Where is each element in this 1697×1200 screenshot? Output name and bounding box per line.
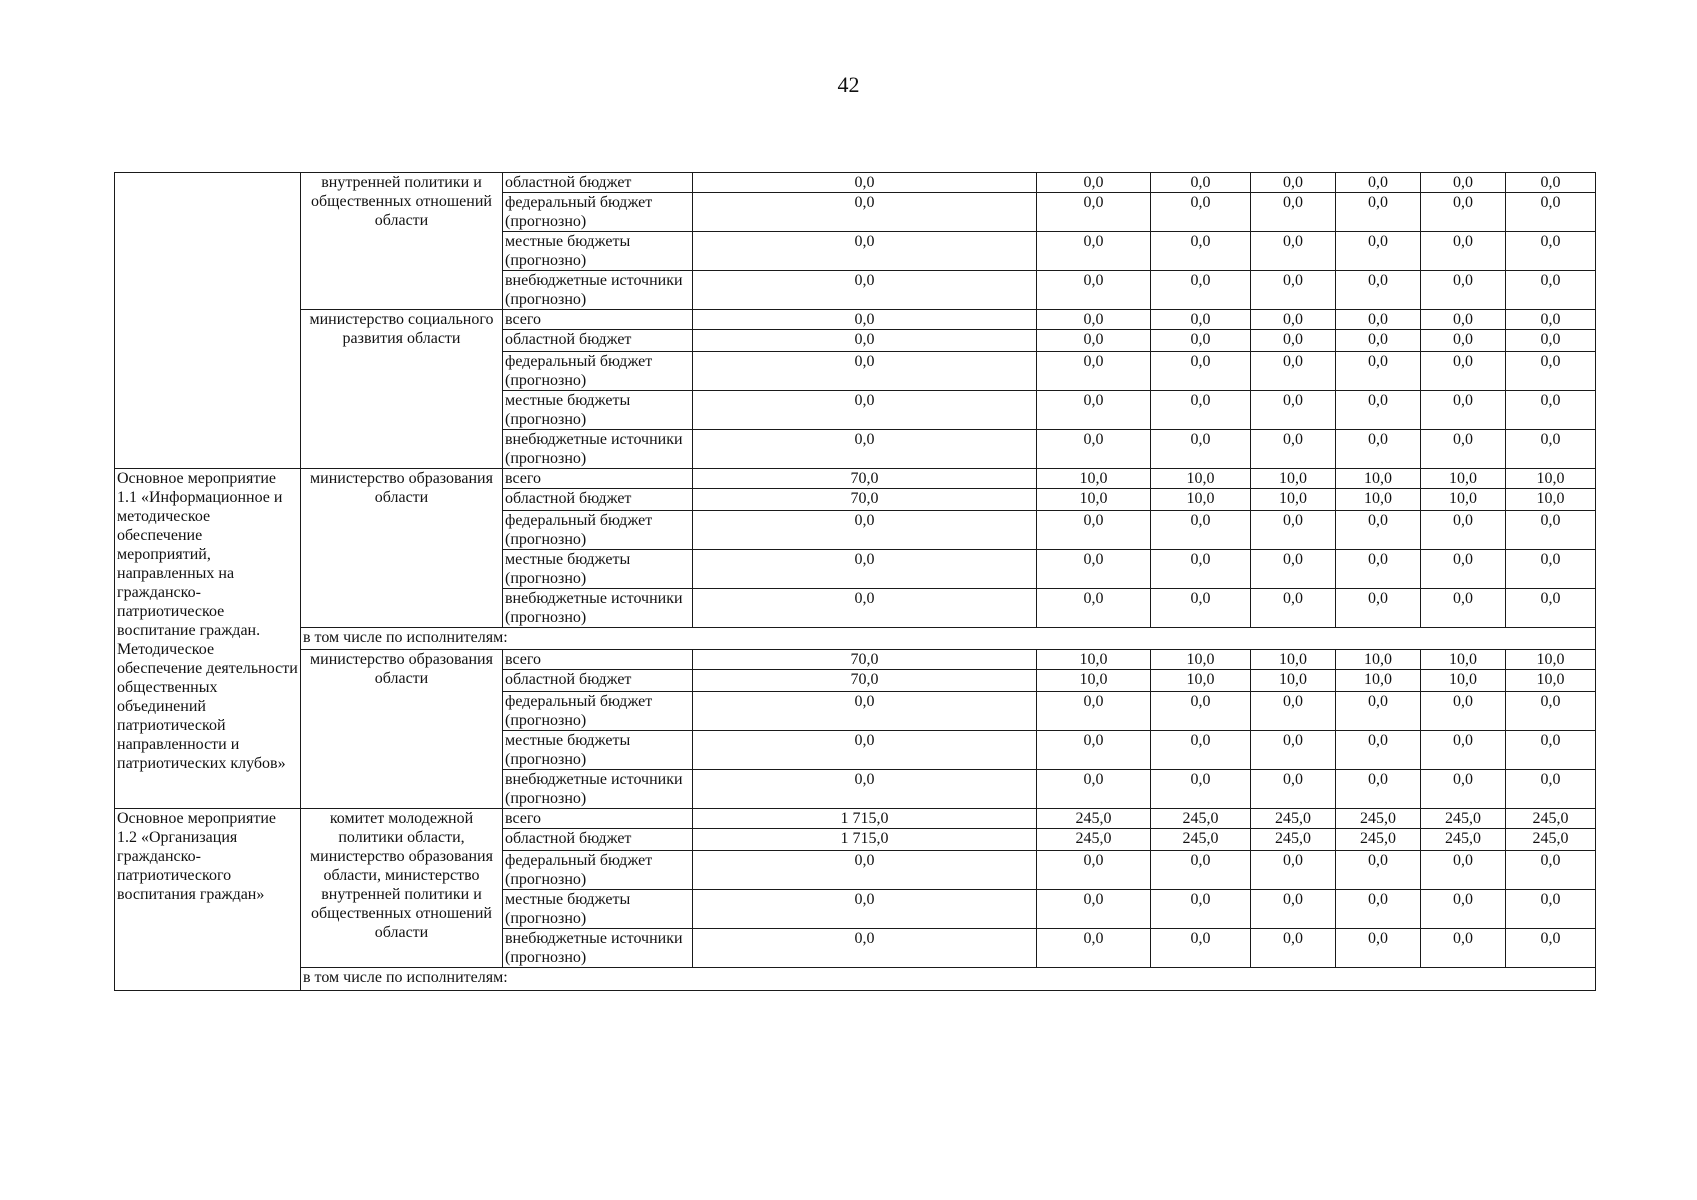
executor-cell: комитет молодежной политики области, министерство образования области, министерство внутренней политики и общественных отношений области <box>301 809 503 968</box>
value-cell: 70,0 <box>693 469 1037 489</box>
value-cell: 245,0 <box>1151 809 1251 829</box>
executors-subheader: в том числе по исполнителям: <box>301 968 1596 991</box>
value-cell: 0,0 <box>1421 851 1506 890</box>
value-cell: 10,0 <box>1151 489 1251 511</box>
value-cell: 0,0 <box>1421 511 1506 550</box>
value-cell: 0,0 <box>693 731 1037 770</box>
value-cell: 0,0 <box>1037 352 1151 391</box>
value-cell: 0,0 <box>1151 692 1251 731</box>
value-cell: 0,0 <box>1151 391 1251 430</box>
funding-source-cell: всего <box>503 809 693 829</box>
value-cell: 0,0 <box>1336 193 1421 232</box>
value-cell: 0,0 <box>1037 310 1151 330</box>
value-cell: 0,0 <box>1421 310 1506 330</box>
value-cell: 10,0 <box>1506 469 1596 489</box>
value-cell: 0,0 <box>1506 430 1596 469</box>
value-cell: 0,0 <box>1151 511 1251 550</box>
funding-source-cell: внебюджетные источники (прогнозно) <box>503 770 693 809</box>
value-cell: 0,0 <box>1336 271 1421 310</box>
value-cell: 245,0 <box>1421 809 1506 829</box>
value-cell: 0,0 <box>1251 430 1336 469</box>
value-cell: 0,0 <box>693 330 1037 352</box>
activity-cell: Основное мероприятие 1.1 «Информационное и методическое обеспечение мероприятий, направленных на гражданско-патриотическое воспитание граждан. Методическое обеспечение деятельности общественных объединений патриотической направленности и патриотических клубов» <box>115 469 301 809</box>
value-cell: 10,0 <box>1251 469 1336 489</box>
value-cell: 10,0 <box>1336 650 1421 670</box>
subheader-row <box>115 628 1596 650</box>
value-cell: 10,0 <box>1037 650 1151 670</box>
funding-source-cell: всего <box>503 310 693 330</box>
value-cell: 0,0 <box>693 430 1037 469</box>
value-cell: 0,0 <box>1037 731 1151 770</box>
value-cell: 10,0 <box>1506 489 1596 511</box>
value-cell: 0,0 <box>1421 173 1506 193</box>
funding-source-cell: федеральный бюджет (прогнозно) <box>503 851 693 890</box>
value-cell: 245,0 <box>1151 829 1251 851</box>
funding-source-cell: местные бюджеты (прогнозно) <box>503 731 693 770</box>
value-cell: 0,0 <box>1037 391 1151 430</box>
value-cell: 0,0 <box>1037 271 1151 310</box>
value-cell: 0,0 <box>693 589 1037 628</box>
value-cell: 0,0 <box>1336 352 1421 391</box>
value-cell: 10,0 <box>1037 469 1151 489</box>
value-cell: 0,0 <box>1251 511 1336 550</box>
funding-source-cell: федеральный бюджет (прогнозно) <box>503 511 693 550</box>
value-cell: 1 715,0 <box>693 809 1037 829</box>
value-cell: 0,0 <box>1506 271 1596 310</box>
value-cell: 0,0 <box>1251 310 1336 330</box>
funding-source-cell: местные бюджеты (прогнозно) <box>503 391 693 430</box>
funding-source-cell: внебюджетные источники (прогнозно) <box>503 271 693 310</box>
value-cell: 0,0 <box>1506 770 1596 809</box>
value-cell: 10,0 <box>1037 670 1151 692</box>
value-cell: 0,0 <box>693 550 1037 589</box>
value-cell: 0,0 <box>1421 929 1506 968</box>
value-cell: 0,0 <box>1421 352 1506 391</box>
value-cell: 0,0 <box>1506 890 1596 929</box>
value-cell: 0,0 <box>1037 430 1151 469</box>
value-cell: 0,0 <box>1151 731 1251 770</box>
value-cell: 0,0 <box>1506 692 1596 731</box>
value-cell: 0,0 <box>693 511 1037 550</box>
subheader-row <box>115 968 1596 991</box>
value-cell: 0,0 <box>1251 550 1336 589</box>
funding-source-cell: областной бюджет <box>503 489 693 511</box>
value-cell: 0,0 <box>1037 193 1151 232</box>
budget-table <box>114 172 1596 991</box>
value-cell: 0,0 <box>1151 770 1251 809</box>
value-cell: 0,0 <box>1037 770 1151 809</box>
table-row <box>115 469 1596 489</box>
value-cell: 0,0 <box>1336 929 1421 968</box>
value-cell: 0,0 <box>1251 232 1336 271</box>
value-cell: 0,0 <box>1151 330 1251 352</box>
value-cell: 0,0 <box>1336 550 1421 589</box>
value-cell: 70,0 <box>693 650 1037 670</box>
value-cell: 0,0 <box>1506 310 1596 330</box>
value-cell: 0,0 <box>1506 193 1596 232</box>
value-cell: 0,0 <box>1251 271 1336 310</box>
value-cell: 245,0 <box>1336 809 1421 829</box>
value-cell: 0,0 <box>1151 890 1251 929</box>
activity-cell: Основное мероприятие 1.2 «Организация гражданско-патриотического воспитания граждан» <box>115 809 301 991</box>
value-cell: 0,0 <box>1506 589 1596 628</box>
value-cell: 0,0 <box>1151 929 1251 968</box>
value-cell: 0,0 <box>1151 271 1251 310</box>
value-cell: 10,0 <box>1421 650 1506 670</box>
value-cell: 0,0 <box>1421 430 1506 469</box>
value-cell: 0,0 <box>1336 232 1421 271</box>
value-cell: 0,0 <box>1037 330 1151 352</box>
funding-source-cell: областной бюджет <box>503 829 693 851</box>
value-cell: 10,0 <box>1151 469 1251 489</box>
value-cell: 10,0 <box>1336 469 1421 489</box>
value-cell: 10,0 <box>1421 469 1506 489</box>
value-cell: 10,0 <box>1421 489 1506 511</box>
executor-cell: министерство социального развития области <box>301 310 503 469</box>
value-cell: 0,0 <box>1336 391 1421 430</box>
value-cell: 0,0 <box>1336 173 1421 193</box>
value-cell: 0,0 <box>693 770 1037 809</box>
value-cell: 0,0 <box>1336 731 1421 770</box>
value-cell: 10,0 <box>1421 670 1506 692</box>
funding-source-cell: федеральный бюджет (прогнозно) <box>503 352 693 391</box>
table-row <box>115 650 1596 670</box>
value-cell: 245,0 <box>1251 809 1336 829</box>
funding-source-cell: областной бюджет <box>503 330 693 352</box>
value-cell: 0,0 <box>1151 173 1251 193</box>
value-cell: 0,0 <box>1421 330 1506 352</box>
value-cell: 245,0 <box>1037 809 1151 829</box>
value-cell: 0,0 <box>1251 770 1336 809</box>
value-cell: 0,0 <box>1336 511 1421 550</box>
value-cell: 0,0 <box>1506 330 1596 352</box>
funding-source-cell: областной бюджет <box>503 173 693 193</box>
value-cell: 0,0 <box>1151 232 1251 271</box>
value-cell: 0,0 <box>1251 851 1336 890</box>
value-cell: 245,0 <box>1251 829 1336 851</box>
value-cell: 10,0 <box>1251 670 1336 692</box>
value-cell: 0,0 <box>1037 550 1151 589</box>
value-cell: 0,0 <box>1421 193 1506 232</box>
value-cell: 0,0 <box>1336 589 1421 628</box>
funding-source-cell: федеральный бюджет (прогнозно) <box>503 193 693 232</box>
value-cell: 0,0 <box>1037 890 1151 929</box>
value-cell: 0,0 <box>1506 929 1596 968</box>
value-cell: 0,0 <box>1336 851 1421 890</box>
value-cell: 0,0 <box>1421 770 1506 809</box>
value-cell: 0,0 <box>1037 232 1151 271</box>
value-cell: 0,0 <box>1251 173 1336 193</box>
value-cell: 10,0 <box>1506 650 1596 670</box>
activity-cell <box>115 173 301 469</box>
value-cell: 0,0 <box>1251 330 1336 352</box>
value-cell: 0,0 <box>1251 589 1336 628</box>
value-cell: 0,0 <box>1421 589 1506 628</box>
page-number: 42 <box>837 72 860 97</box>
value-cell: 0,0 <box>1421 731 1506 770</box>
value-cell: 0,0 <box>1251 692 1336 731</box>
value-cell: 0,0 <box>1336 330 1421 352</box>
value-cell: 0,0 <box>1506 173 1596 193</box>
value-cell: 245,0 <box>1506 809 1596 829</box>
value-cell: 0,0 <box>1151 193 1251 232</box>
funding-source-cell: областной бюджет <box>503 670 693 692</box>
executor-cell: министерство образования области <box>301 650 503 809</box>
value-cell: 0,0 <box>1336 692 1421 731</box>
value-cell: 0,0 <box>1336 430 1421 469</box>
funding-source-cell: внебюджетные источники (прогнозно) <box>503 929 693 968</box>
value-cell: 10,0 <box>1151 650 1251 670</box>
value-cell: 0,0 <box>693 391 1037 430</box>
value-cell: 0,0 <box>693 193 1037 232</box>
executor-cell: внутренней политики и общественных отношений области <box>301 173 503 310</box>
value-cell: 0,0 <box>1151 851 1251 890</box>
value-cell: 0,0 <box>693 310 1037 330</box>
value-cell: 245,0 <box>1336 829 1421 851</box>
value-cell: 0,0 <box>1506 352 1596 391</box>
value-cell: 10,0 <box>1336 670 1421 692</box>
value-cell: 0,0 <box>1151 352 1251 391</box>
value-cell: 0,0 <box>693 890 1037 929</box>
value-cell: 0,0 <box>693 692 1037 731</box>
funding-source-cell: внебюджетные источники (прогнозно) <box>503 589 693 628</box>
value-cell: 0,0 <box>1251 391 1336 430</box>
value-cell: 10,0 <box>1506 670 1596 692</box>
value-cell: 0,0 <box>1037 511 1151 550</box>
funding-source-cell: местные бюджеты (прогнозно) <box>503 550 693 589</box>
value-cell: 0,0 <box>693 232 1037 271</box>
value-cell: 0,0 <box>1421 271 1506 310</box>
value-cell: 0,0 <box>693 271 1037 310</box>
value-cell: 0,0 <box>1151 589 1251 628</box>
value-cell: 0,0 <box>1506 550 1596 589</box>
value-cell: 0,0 <box>1506 731 1596 770</box>
funding-source-cell: федеральный бюджет (прогнозно) <box>503 692 693 731</box>
funding-source-cell: всего <box>503 469 693 489</box>
funding-source-cell: внебюджетные источники (прогнозно) <box>503 430 693 469</box>
value-cell: 10,0 <box>1251 650 1336 670</box>
executors-subheader: в том числе по исполнителям: <box>301 628 1596 650</box>
value-cell: 0,0 <box>693 929 1037 968</box>
value-cell: 10,0 <box>1037 489 1151 511</box>
value-cell: 0,0 <box>1037 589 1151 628</box>
value-cell: 245,0 <box>1421 829 1506 851</box>
value-cell: 0,0 <box>1421 550 1506 589</box>
value-cell: 0,0 <box>1421 890 1506 929</box>
value-cell: 0,0 <box>693 173 1037 193</box>
value-cell: 0,0 <box>1336 770 1421 809</box>
table-row <box>115 809 1596 829</box>
funding-source-cell: всего <box>503 650 693 670</box>
value-cell: 0,0 <box>1037 851 1151 890</box>
value-cell: 0,0 <box>1251 929 1336 968</box>
value-cell: 0,0 <box>1421 692 1506 731</box>
value-cell: 0,0 <box>1336 310 1421 330</box>
value-cell: 0,0 <box>1251 731 1336 770</box>
funding-source-cell: местные бюджеты (прогнозно) <box>503 890 693 929</box>
value-cell: 0,0 <box>1251 890 1336 929</box>
value-cell: 245,0 <box>1037 829 1151 851</box>
value-cell: 0,0 <box>1037 692 1151 731</box>
value-cell: 0,0 <box>1037 929 1151 968</box>
value-cell: 0,0 <box>1037 173 1151 193</box>
value-cell: 10,0 <box>1151 670 1251 692</box>
value-cell: 0,0 <box>1506 391 1596 430</box>
value-cell: 0,0 <box>1506 851 1596 890</box>
funding-source-cell: местные бюджеты (прогнозно) <box>503 232 693 271</box>
table-row <box>115 173 1596 193</box>
value-cell: 0,0 <box>693 352 1037 391</box>
value-cell: 245,0 <box>1506 829 1596 851</box>
value-cell: 0,0 <box>1151 310 1251 330</box>
value-cell: 0,0 <box>1421 391 1506 430</box>
value-cell: 70,0 <box>693 670 1037 692</box>
value-cell: 0,0 <box>1251 352 1336 391</box>
value-cell: 10,0 <box>1336 489 1421 511</box>
value-cell: 0,0 <box>693 851 1037 890</box>
table-row <box>115 310 1596 330</box>
value-cell: 0,0 <box>1421 232 1506 271</box>
value-cell: 10,0 <box>1251 489 1336 511</box>
value-cell: 1 715,0 <box>693 829 1037 851</box>
value-cell: 0,0 <box>1506 232 1596 271</box>
value-cell: 70,0 <box>693 489 1037 511</box>
value-cell: 0,0 <box>1336 890 1421 929</box>
value-cell: 0,0 <box>1251 193 1336 232</box>
value-cell: 0,0 <box>1506 511 1596 550</box>
value-cell: 0,0 <box>1151 430 1251 469</box>
value-cell: 0,0 <box>1151 550 1251 589</box>
executor-cell: министерство образования области <box>301 469 503 628</box>
